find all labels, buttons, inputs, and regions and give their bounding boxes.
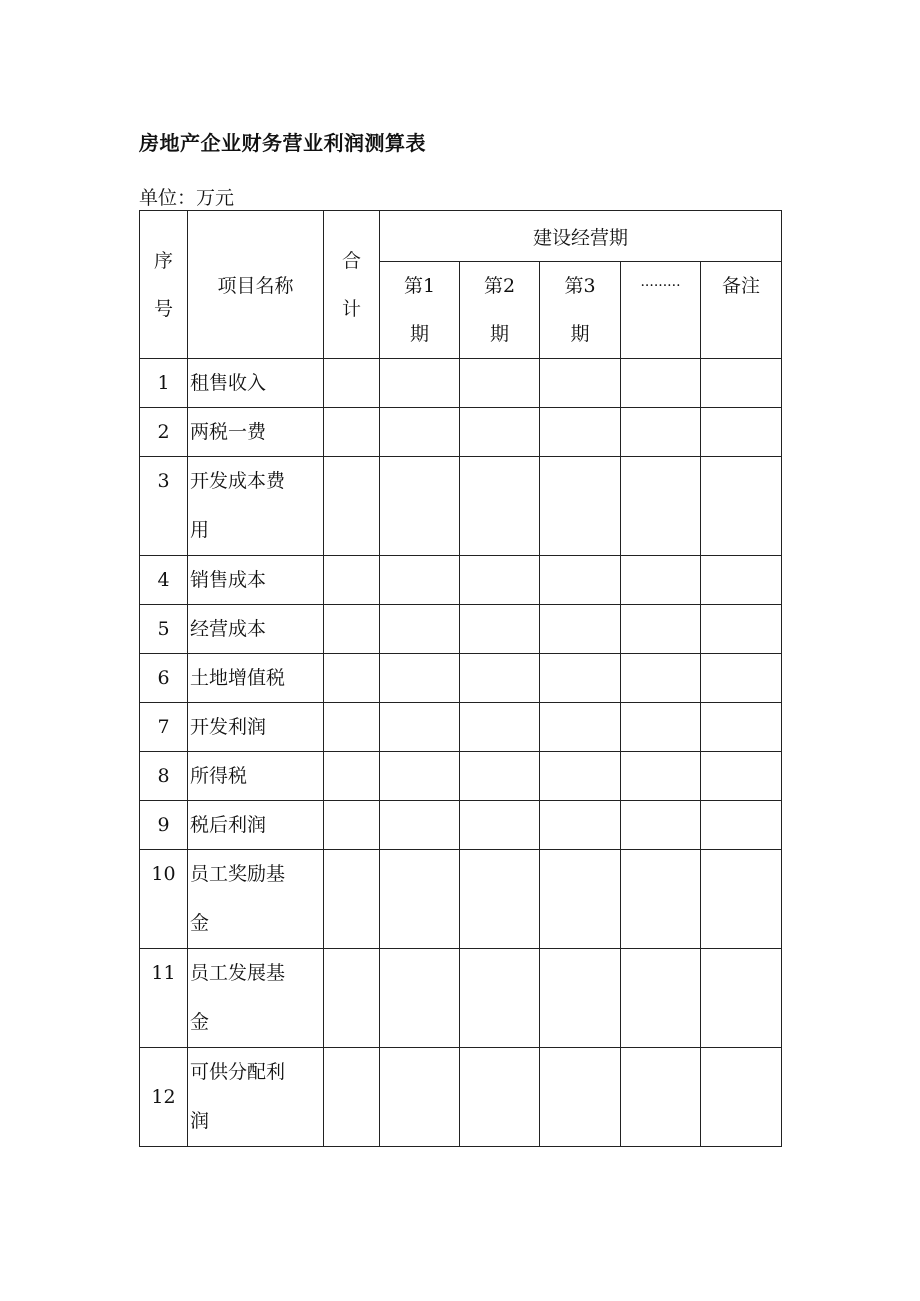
cell-more[interactable] — [621, 605, 701, 654]
table-row — [140, 359, 782, 408]
table-row — [140, 457, 782, 556]
cell-total[interactable] — [324, 949, 380, 1048]
profit-estimate-table — [139, 210, 782, 1147]
row-item-name: 两税一费 — [188, 408, 324, 457]
cell-total[interactable] — [324, 703, 380, 752]
cell-remarks[interactable] — [701, 408, 782, 457]
period2-header-top: 第2 — [483, 275, 516, 297]
row-no: 7 — [140, 703, 188, 752]
cell-total[interactable] — [324, 752, 380, 801]
row-no: 10 — [151, 863, 176, 885]
seq-header — [140, 211, 188, 359]
total-header-top: 合 — [341, 249, 361, 272]
cell-period1[interactable] — [380, 556, 460, 605]
row-item-name: 开发利润 — [188, 703, 324, 752]
period3-header — [540, 262, 621, 359]
cell-period2[interactable] — [460, 752, 540, 801]
seq-header-top: 序 — [153, 249, 173, 272]
cell-period3[interactable] — [540, 703, 621, 752]
cell-remarks[interactable] — [701, 1048, 782, 1147]
table-row — [140, 556, 782, 605]
cell-period1[interactable] — [380, 359, 460, 408]
row-no: 12 — [140, 1048, 188, 1147]
period1-header — [380, 262, 460, 359]
cell-period3[interactable] — [540, 359, 621, 408]
cell-total[interactable] — [324, 556, 380, 605]
row-no: 11 — [151, 962, 176, 984]
row-no: 6 — [140, 654, 188, 703]
cell-more[interactable] — [621, 1048, 701, 1147]
table-row — [140, 752, 782, 801]
cell-period1[interactable] — [380, 801, 460, 850]
cell-period2[interactable] — [460, 556, 540, 605]
cell-more[interactable] — [621, 654, 701, 703]
row-item-name: 经营成本 — [188, 605, 324, 654]
row-item-name: 员工奖励基金 — [190, 863, 286, 934]
row-no: 1 — [140, 359, 188, 408]
cell-more[interactable] — [621, 359, 701, 408]
cell-period2[interactable] — [460, 654, 540, 703]
row-no-cell — [140, 457, 188, 556]
period3-header-bottom: 期 — [570, 323, 590, 345]
remarks-header-text: 备注 — [721, 275, 760, 297]
row-no: 5 — [140, 605, 188, 654]
total-header-bottom: 计 — [341, 297, 361, 320]
cell-period1[interactable] — [380, 457, 460, 556]
cell-period1[interactable] — [380, 408, 460, 457]
cell-remarks[interactable] — [701, 605, 782, 654]
cell-period2[interactable] — [460, 457, 540, 556]
cell-period1[interactable] — [380, 1048, 460, 1147]
row-no-cell — [140, 949, 188, 1048]
cell-period1[interactable] — [380, 654, 460, 703]
row-item-name: 所得税 — [188, 752, 324, 801]
cell-period3[interactable] — [540, 457, 621, 556]
cell-period1[interactable] — [380, 605, 460, 654]
ellipsis-header-text: ········· — [640, 278, 681, 294]
header-row-1 — [140, 211, 782, 262]
cell-period3[interactable] — [540, 1048, 621, 1147]
cell-period3[interactable] — [540, 850, 621, 949]
cell-total[interactable] — [324, 605, 380, 654]
seq-header-bottom: 号 — [153, 297, 173, 320]
row-item-name-cell — [188, 1048, 324, 1147]
cell-total[interactable] — [324, 801, 380, 850]
cell-total[interactable] — [324, 457, 380, 556]
cell-period2[interactable] — [460, 703, 540, 752]
cell-period2[interactable] — [460, 801, 540, 850]
cell-period2[interactable] — [460, 949, 540, 1048]
period3-header-top: 第3 — [564, 275, 596, 297]
row-item-name-cell — [188, 949, 324, 1048]
document-title: 房地产企业财务营业利润测算表 — [139, 131, 426, 155]
cell-period1[interactable] — [380, 752, 460, 801]
cell-remarks[interactable] — [701, 752, 782, 801]
table-row — [140, 801, 782, 850]
cell-more[interactable] — [621, 801, 701, 850]
cell-remarks[interactable] — [701, 457, 782, 556]
remarks-header — [701, 262, 782, 359]
cell-period2[interactable] — [460, 1048, 540, 1147]
cell-remarks[interactable] — [701, 703, 782, 752]
period2-header — [460, 262, 540, 359]
cell-period2[interactable] — [460, 408, 540, 457]
cell-total[interactable] — [324, 654, 380, 703]
cell-period3[interactable] — [540, 605, 621, 654]
cell-period3[interactable] — [540, 949, 621, 1048]
cell-remarks[interactable] — [701, 359, 782, 408]
cell-total[interactable] — [324, 1048, 380, 1147]
period1-header-top: 第1 — [403, 275, 436, 297]
row-item-name: 可供分配利润 — [190, 1061, 286, 1132]
row-item-name-cell — [188, 457, 324, 556]
cell-more[interactable] — [621, 703, 701, 752]
cell-period3[interactable] — [540, 408, 621, 457]
cell-more[interactable] — [621, 850, 701, 949]
cell-period2[interactable] — [460, 359, 540, 408]
cell-remarks[interactable] — [701, 949, 782, 1048]
total-header — [324, 211, 380, 359]
cell-remarks[interactable] — [701, 801, 782, 850]
row-no: 2 — [140, 408, 188, 457]
cell-period1[interactable] — [380, 850, 460, 949]
cell-period2[interactable] — [460, 850, 540, 949]
item-name-header: 项目名称 — [188, 211, 324, 359]
row-no: 3 — [157, 470, 170, 492]
cell-total[interactable] — [324, 850, 380, 949]
table-row — [140, 703, 782, 752]
row-item-name: 租售收入 — [188, 359, 324, 408]
cell-period1[interactable] — [380, 703, 460, 752]
cell-remarks[interactable] — [701, 850, 782, 949]
row-item-name: 销售成本 — [188, 556, 324, 605]
row-item-name: 土地增值税 — [188, 654, 324, 703]
cell-remarks[interactable] — [701, 654, 782, 703]
row-no-cell — [140, 850, 188, 949]
row-item-name: 员工发展基金 — [190, 962, 286, 1033]
cell-total[interactable] — [324, 359, 380, 408]
cell-period3[interactable] — [540, 752, 621, 801]
cell-more[interactable] — [621, 556, 701, 605]
table-row — [140, 408, 782, 457]
cell-remarks[interactable] — [701, 556, 782, 605]
cell-more[interactable] — [621, 457, 701, 556]
cell-period2[interactable] — [460, 605, 540, 654]
cell-period3[interactable] — [540, 556, 621, 605]
cell-more[interactable] — [621, 752, 701, 801]
table-row — [140, 1048, 782, 1147]
unit-label: 单位：万元 — [139, 187, 235, 209]
period2-header-bottom: 期 — [489, 323, 509, 345]
row-item-name: 开发成本费用 — [190, 470, 286, 541]
cell-period1[interactable] — [380, 949, 460, 1048]
cell-more[interactable] — [621, 949, 701, 1048]
cell-total[interactable] — [324, 408, 380, 457]
row-no: 4 — [140, 556, 188, 605]
cell-more[interactable] — [621, 408, 701, 457]
table-row — [140, 949, 782, 1048]
row-no: 9 — [140, 801, 188, 850]
table-row — [140, 605, 782, 654]
row-item-name-cell — [188, 850, 324, 949]
ellipsis-header — [621, 262, 701, 359]
cell-period3[interactable] — [540, 801, 621, 850]
cell-period3[interactable] — [540, 654, 621, 703]
construction-period-header: 建设经营期 — [380, 211, 782, 262]
table-row — [140, 850, 782, 949]
period1-header-bottom: 期 — [409, 323, 429, 345]
row-no: 8 — [140, 752, 188, 801]
table-row — [140, 654, 782, 703]
row-item-name: 税后利润 — [188, 801, 324, 850]
